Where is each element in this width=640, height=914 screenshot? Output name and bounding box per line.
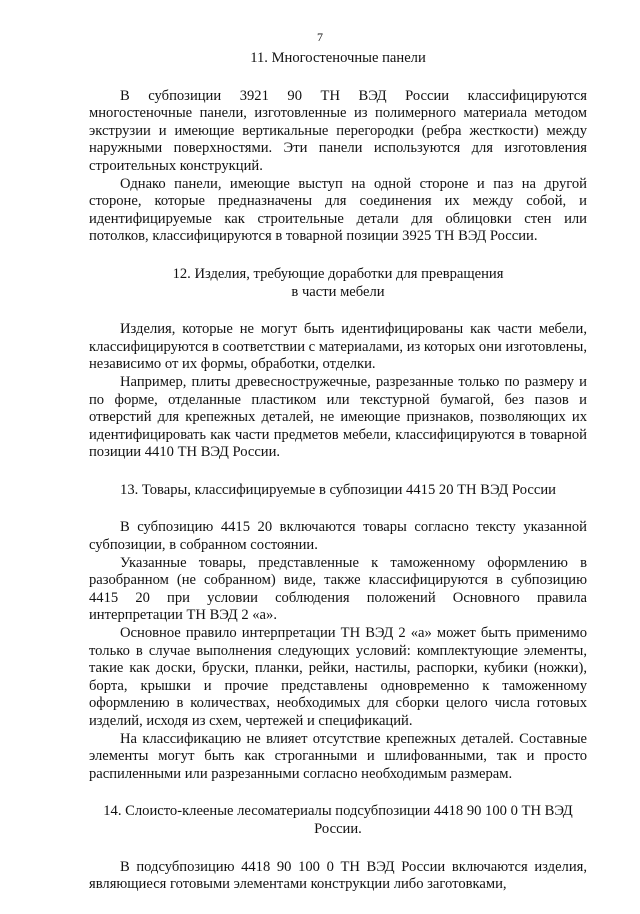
section-heading — [89, 803, 587, 838]
paragraph: В субпозицию 4415 20 включаются товары согласно тексту указанной субпозиции, в собранном состоянии. — [89, 519, 587, 554]
paragraph: Основное правило интерпретации ТН ВЭД 2 «а» может быть применимо только в случае выполнения следующих условий: комплектующие элементы, такие как доски, бруски, планки, рейки, настилы, распорки, кубики (ножки), борта, крышки и прочие представлены одновременно к таможенному оформлению в количествах, необходимых для сборки целого числа готовых изделий, исходя из схем, чертежей и спецификаций. — [89, 625, 587, 729]
section-14 — [89, 803, 587, 893]
section-heading — [89, 266, 587, 301]
heading-line: 13. Товары, классифицируемые в субпозиции 4415 20 ТН ВЭД России — [120, 481, 556, 498]
section-heading — [89, 50, 587, 68]
document-body — [89, 50, 587, 914]
heading-line: в части мебели — [291, 283, 385, 300]
section-13 — [89, 482, 587, 784]
paragraph: На классификацию не влияет отсутствие крепежных деталей. Составные элементы могут быть как строганными и шлифованными, так и просто распиленными или разрезанными согласно необходимым размерам. — [89, 730, 587, 782]
paragraph: В субпозиции 3921 90 ТН ВЭД России классифицируются многостеночные панели, изготовленные из полимерного материала методом экструзии и имеющие вертикальные перегородки (ребра жесткости) между наружными поверхностями. Эти панели используются для изготовления строительных конструкций. — [89, 87, 587, 174]
section-heading — [89, 482, 587, 500]
heading-line: 11. Многостеночные панели — [250, 50, 426, 66]
heading-line: 14. Слоисто-клееные лесоматериалы подсубпозиции 4418 90 100 0 ТН ВЭД — [103, 803, 573, 820]
heading-line: России. — [314, 820, 362, 837]
heading-line: 12. Изделия, требующие доработки для превращения — [172, 265, 504, 282]
section-11 — [89, 50, 587, 246]
paragraph: Указанные товары, представленные к таможенному оформлению в разобранном (не собранном) виде, также классифицируются в субпозицию 4415 20 при условии соблюдения положений Основного правила интерпретации ТН ВЭД 2 «а». — [89, 554, 587, 624]
paragraph: В подсубпозицию 4418 90 100 0 ТН ВЭД России включаются изделия, являющиеся готовыми элементами конструкции либо заготовками, — [89, 858, 587, 893]
paragraph: Изделия, которые не могут быть идентифицированы как части мебели, классифицируются в соответствии с материалами, из которых они изготовлены, независимо от их формы, обработки, отделки. — [89, 321, 587, 373]
page-number: 7 — [317, 30, 323, 44]
paragraph: Например, плиты древесностружечные, разрезанные только по размеру и по форме, отделанные пластиком или текстурной бумагой, без пазов и отверстий для крепежных деталей, не имеющие признаков, позволяющих их идентифицировать как части предметов мебели, классифицируются в товарной позиции 4410 ТН ВЭД России. — [89, 373, 587, 461]
paragraph: Однако панели, имеющие выступ на одной стороне и паз на другой стороне, которые предназначены для соединения их между собой, и идентифицируемые как строительные детали для облицовки стен или потолков, классифицируются в товарной позиции 3925 ТН ВЭД России. — [89, 175, 587, 245]
section-12 — [89, 266, 587, 462]
